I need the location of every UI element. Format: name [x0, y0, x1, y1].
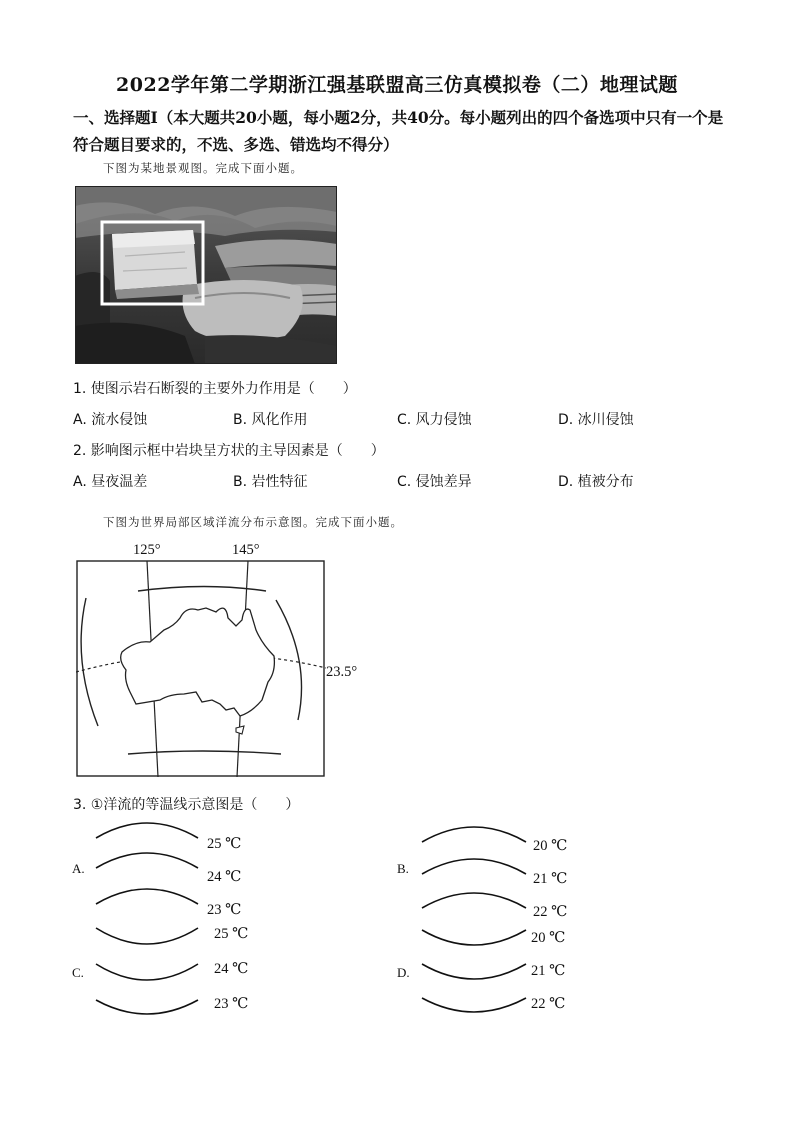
- q3-c-temp-3: 23 ℃: [214, 996, 249, 1012]
- q3-a-temp-3: 23 ℃: [207, 902, 242, 918]
- section-heading: 一、选择题Ⅰ（本大题共20小题，每小题2分，共40分。每小题列出的四个备选项中只有一个是符合题目要求的，不选、多选、错选均不得分）: [73, 108, 724, 154]
- q3-option-c-isotherms[interactable]: [92, 920, 202, 1020]
- q3-option-a-isotherms[interactable]: [92, 816, 202, 926]
- question-3-stem: 3. ①洋流的等温线示意图是（ ）: [73, 797, 300, 813]
- latitude-label-23-5: 23.5°: [326, 664, 358, 680]
- q3-option-b-isotherms[interactable]: [418, 818, 530, 928]
- q2-option-b[interactable]: B. 岩性特征: [233, 474, 308, 490]
- q2-option-c[interactable]: C. 侵蚀差异: [397, 474, 472, 490]
- q2-option-d[interactable]: D. 植被分布: [558, 474, 634, 490]
- question-1-stem: 1. 使图示岩石断裂的主要外力作用是（ ）: [73, 381, 357, 397]
- q3-a-temp-2: 24 ℃: [207, 869, 242, 885]
- longitude-label-125: 125°: [133, 542, 161, 558]
- q3-a-temp-1: 25 ℃: [207, 836, 242, 852]
- longitude-label-145: 145°: [232, 542, 260, 558]
- landscape-photo: [75, 186, 337, 364]
- q3-b-temp-3: 22 ℃: [533, 904, 568, 920]
- q3-c-temp-2: 24 ℃: [214, 961, 249, 977]
- q3-d-temp-1: 20 ℃: [531, 930, 566, 946]
- q1-option-c[interactable]: C. 风力侵蚀: [397, 412, 472, 428]
- q3-c-temp-1: 25 ℃: [214, 926, 249, 942]
- q3-b-temp-2: 21 ℃: [533, 871, 568, 887]
- q3-b-temp-1: 20 ℃: [533, 838, 568, 854]
- q1-option-a[interactable]: A. 流水侵蚀: [73, 412, 148, 428]
- q3-option-d-label[interactable]: D.: [397, 965, 410, 980]
- ocean-current-map: [76, 560, 326, 778]
- q3-option-c-label[interactable]: C.: [72, 965, 84, 980]
- page-title: 2022学年第二学期浙江强基联盟高三仿真模拟卷（二）地理试题: [116, 74, 678, 96]
- q2-option-a[interactable]: A. 昼夜温差: [73, 474, 148, 490]
- q3-d-temp-2: 21 ℃: [531, 963, 566, 979]
- q3-option-a-label[interactable]: A.: [72, 861, 85, 876]
- q1-option-d[interactable]: D. 冰川侵蚀: [558, 412, 634, 428]
- q3-d-temp-3: 22 ℃: [531, 996, 566, 1012]
- q1-option-b[interactable]: B. 风化作用: [233, 412, 308, 428]
- q3-option-b-label[interactable]: B.: [397, 861, 409, 876]
- intro-text-2: 下图为世界局部区域洋流分布示意图。完成下面小题。: [103, 515, 403, 529]
- intro-text-1: 下图为某地景观图。完成下面小题。: [103, 161, 303, 175]
- q3-option-d-isotherms[interactable]: [418, 922, 530, 1022]
- question-2-stem: 2. 影响图示框中岩块呈方状的主导因素是（ ）: [73, 443, 385, 459]
